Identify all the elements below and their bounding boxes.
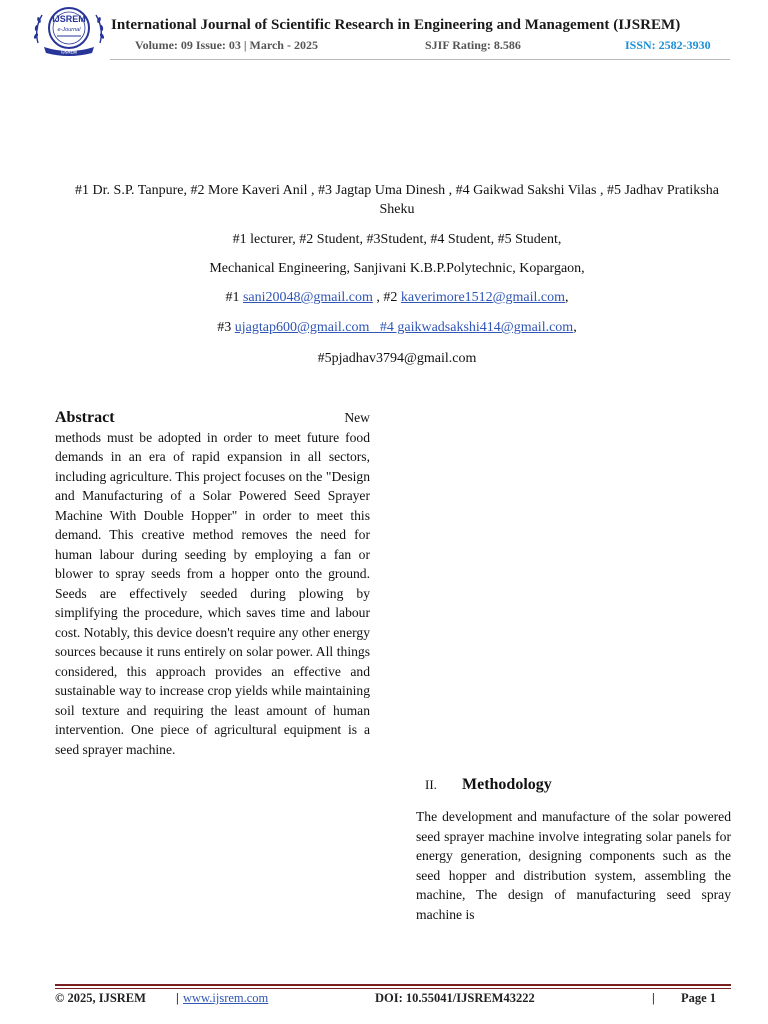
email-prefix-2: , #2 <box>376 290 398 305</box>
footer-rule-thick <box>55 984 731 986</box>
abstract-body: methods must be adopted in order to meet future food demands in an era of rapid expansion in all sectors, including agriculture. This project focuses on the "Design and Manufacturing of a Solar Powered Seed Sprayer Machine With Double Hopper" in order to meet this demand. This creative method removes the need for human labour during seeding by employing a fan or blower to spray seeds from a hopper onto the ground. Seeds are effectively seeded during plowing by simplifying the procedure, which saves time and labour cost. Notably, this device doesn't require any other energy sources because it runs entirely on solar power. All things considered, this approach provides an effective and sustainable way to increase crop yields while maintaining soil texture and requiring the least amount of human intervention. One piece of agricultural equipment is a seed sprayer machine. <box>55 429 370 757</box>
email-line-1 <box>62 288 732 307</box>
email-suffix-1: , <box>565 290 569 305</box>
email-prefix-1: #1 <box>225 290 240 305</box>
footer-separator-1: | <box>176 991 179 1005</box>
footer-separator-2: | <box>652 991 655 1005</box>
author-affiliation: Mechanical Engineering, Sanjivani K.B.P.Polytechnic, Kopargaon, <box>209 261 585 276</box>
issn: ISSN: 2582-3930 <box>625 38 711 52</box>
issue-info: Volume: 09 Issue: 03 | March - 2025 <box>135 38 318 52</box>
methodology-title: Methodology <box>462 776 552 793</box>
footer-doi: DOI: 10.55041/IJSREM43222 <box>375 991 535 1005</box>
website-link[interactable]: www.ijsrem.com <box>183 991 269 1005</box>
email-suffix-2: , <box>573 320 577 335</box>
page-number: Page 1 <box>681 991 717 1005</box>
abstract-first-word: New <box>344 410 370 425</box>
author-names: #1 Dr. S.P. Tanpure, #2 More Kaveri Anil , #3 Jagtap Uma Dinesh , #4 Gaikwad Sakshi Vilas , #5 Jadhav Pratiksha Sheku <box>75 183 719 217</box>
header-divider <box>110 59 730 60</box>
email-line-3: #5pjadhav3794@gmail.com <box>317 351 477 366</box>
footer-website <box>183 991 268 1006</box>
abstract-heading-row <box>55 408 370 428</box>
journal-title: International Journal of Scientific Research in Engineering and Management (IJSREM) <box>111 17 681 33</box>
svg-text:IJSREM: IJSREM <box>61 49 77 55</box>
methodology-body: The development and manufacture of the solar powered seed sprayer machine involve integrating solar panels for energy generation, designing components such as the seed hopper and distribution system, assembling the machine, The design of manufacturing seed spray machine is <box>416 809 731 922</box>
methodology-heading <box>425 776 552 794</box>
abstract-section <box>55 408 370 759</box>
svg-text:e-Journal: e-Journal <box>57 27 81 33</box>
email-link-3-4[interactable]: ujagtap600@gmail.com #4 gaikwadsakshi414@gmail.com <box>234 320 574 335</box>
footer-rule-thin <box>55 988 731 989</box>
email-link-2[interactable]: kaverimore1512@gmail.com <box>400 290 566 305</box>
section-number: II. <box>425 777 437 792</box>
ijsrem-logo <box>30 3 108 58</box>
email-prefix-3: #3 <box>217 320 232 335</box>
author-roles: #1 lecturer, #2 Student, #3Student, #4 Student, #5 Student, <box>232 232 562 247</box>
footer-copyright: © 2025, IJSREM <box>55 991 146 1005</box>
sjif-rating: SJIF Rating: 8.586 <box>425 38 521 52</box>
email-link-1[interactable]: sani20048@gmail.com <box>242 290 373 305</box>
email-line-2 <box>62 318 732 337</box>
abstract-heading: Abstract <box>55 409 115 426</box>
svg-text:IJSREM: IJSREM <box>52 14 86 24</box>
